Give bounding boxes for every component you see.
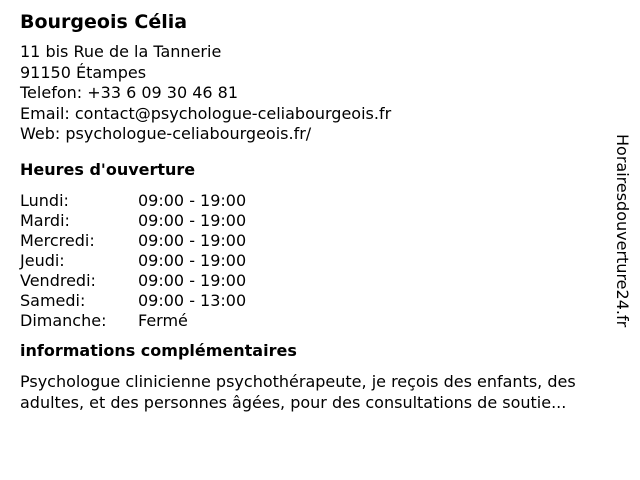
day-label: Jeudi: [20, 250, 65, 270]
hours-row-mardi [20, 211, 620, 231]
additional-info-text: Psychologue clinicienne psychothérapeute, je reçois des enfants, des adultes, et des personnes âgées, pour des consultations de soutie... [20, 371, 576, 412]
opening-hours-list [20, 191, 620, 331]
day-label: Vendredi: [20, 270, 96, 290]
day-hours: 09:00 - 19:00 [138, 270, 247, 290]
day-label: Dimanche: [20, 310, 107, 330]
hours-row-dimanche [20, 311, 620, 331]
business-card [20, 9, 620, 413]
city-address: 91150 Étampes [20, 62, 147, 82]
day-hours: 09:00 - 13:00 [138, 290, 247, 310]
day-hours: 09:00 - 19:00 [138, 190, 247, 210]
website-link: Web: psychologue-celiabourgeois.fr/ [20, 124, 312, 143]
hours-row-vendredi [20, 271, 620, 291]
day-label: Mardi: [20, 210, 70, 230]
hours-row-lundi [20, 191, 620, 211]
day-label: Samedi: [20, 290, 86, 310]
day-hours: Fermé [138, 310, 188, 330]
opening-hours-title: Heures d'ouverture [20, 159, 196, 179]
hours-row-samedi [20, 291, 620, 311]
street-address: 11 bis Rue de la Tannerie [20, 42, 222, 61]
day-hours: 09:00 - 19:00 [138, 210, 247, 230]
watermark-site-name: Horairesdouverture24.fr [613, 134, 632, 328]
day-label: Lundi: [20, 190, 69, 210]
hours-row-jeudi [20, 251, 620, 271]
day-label: Mercredi: [20, 230, 95, 250]
hours-row-mercredi [20, 231, 620, 251]
day-hours: 09:00 - 19:00 [138, 230, 247, 250]
email-address: Email: contact@psychologue-celiabourgeois.fr [20, 103, 392, 123]
day-hours: 09:00 - 19:00 [138, 250, 247, 270]
phone-number: Telefon: +33 6 09 30 46 81 [20, 83, 239, 102]
business-name: Bourgeois Célia [20, 11, 188, 33]
additional-info-title: informations complémentaires [20, 340, 297, 360]
